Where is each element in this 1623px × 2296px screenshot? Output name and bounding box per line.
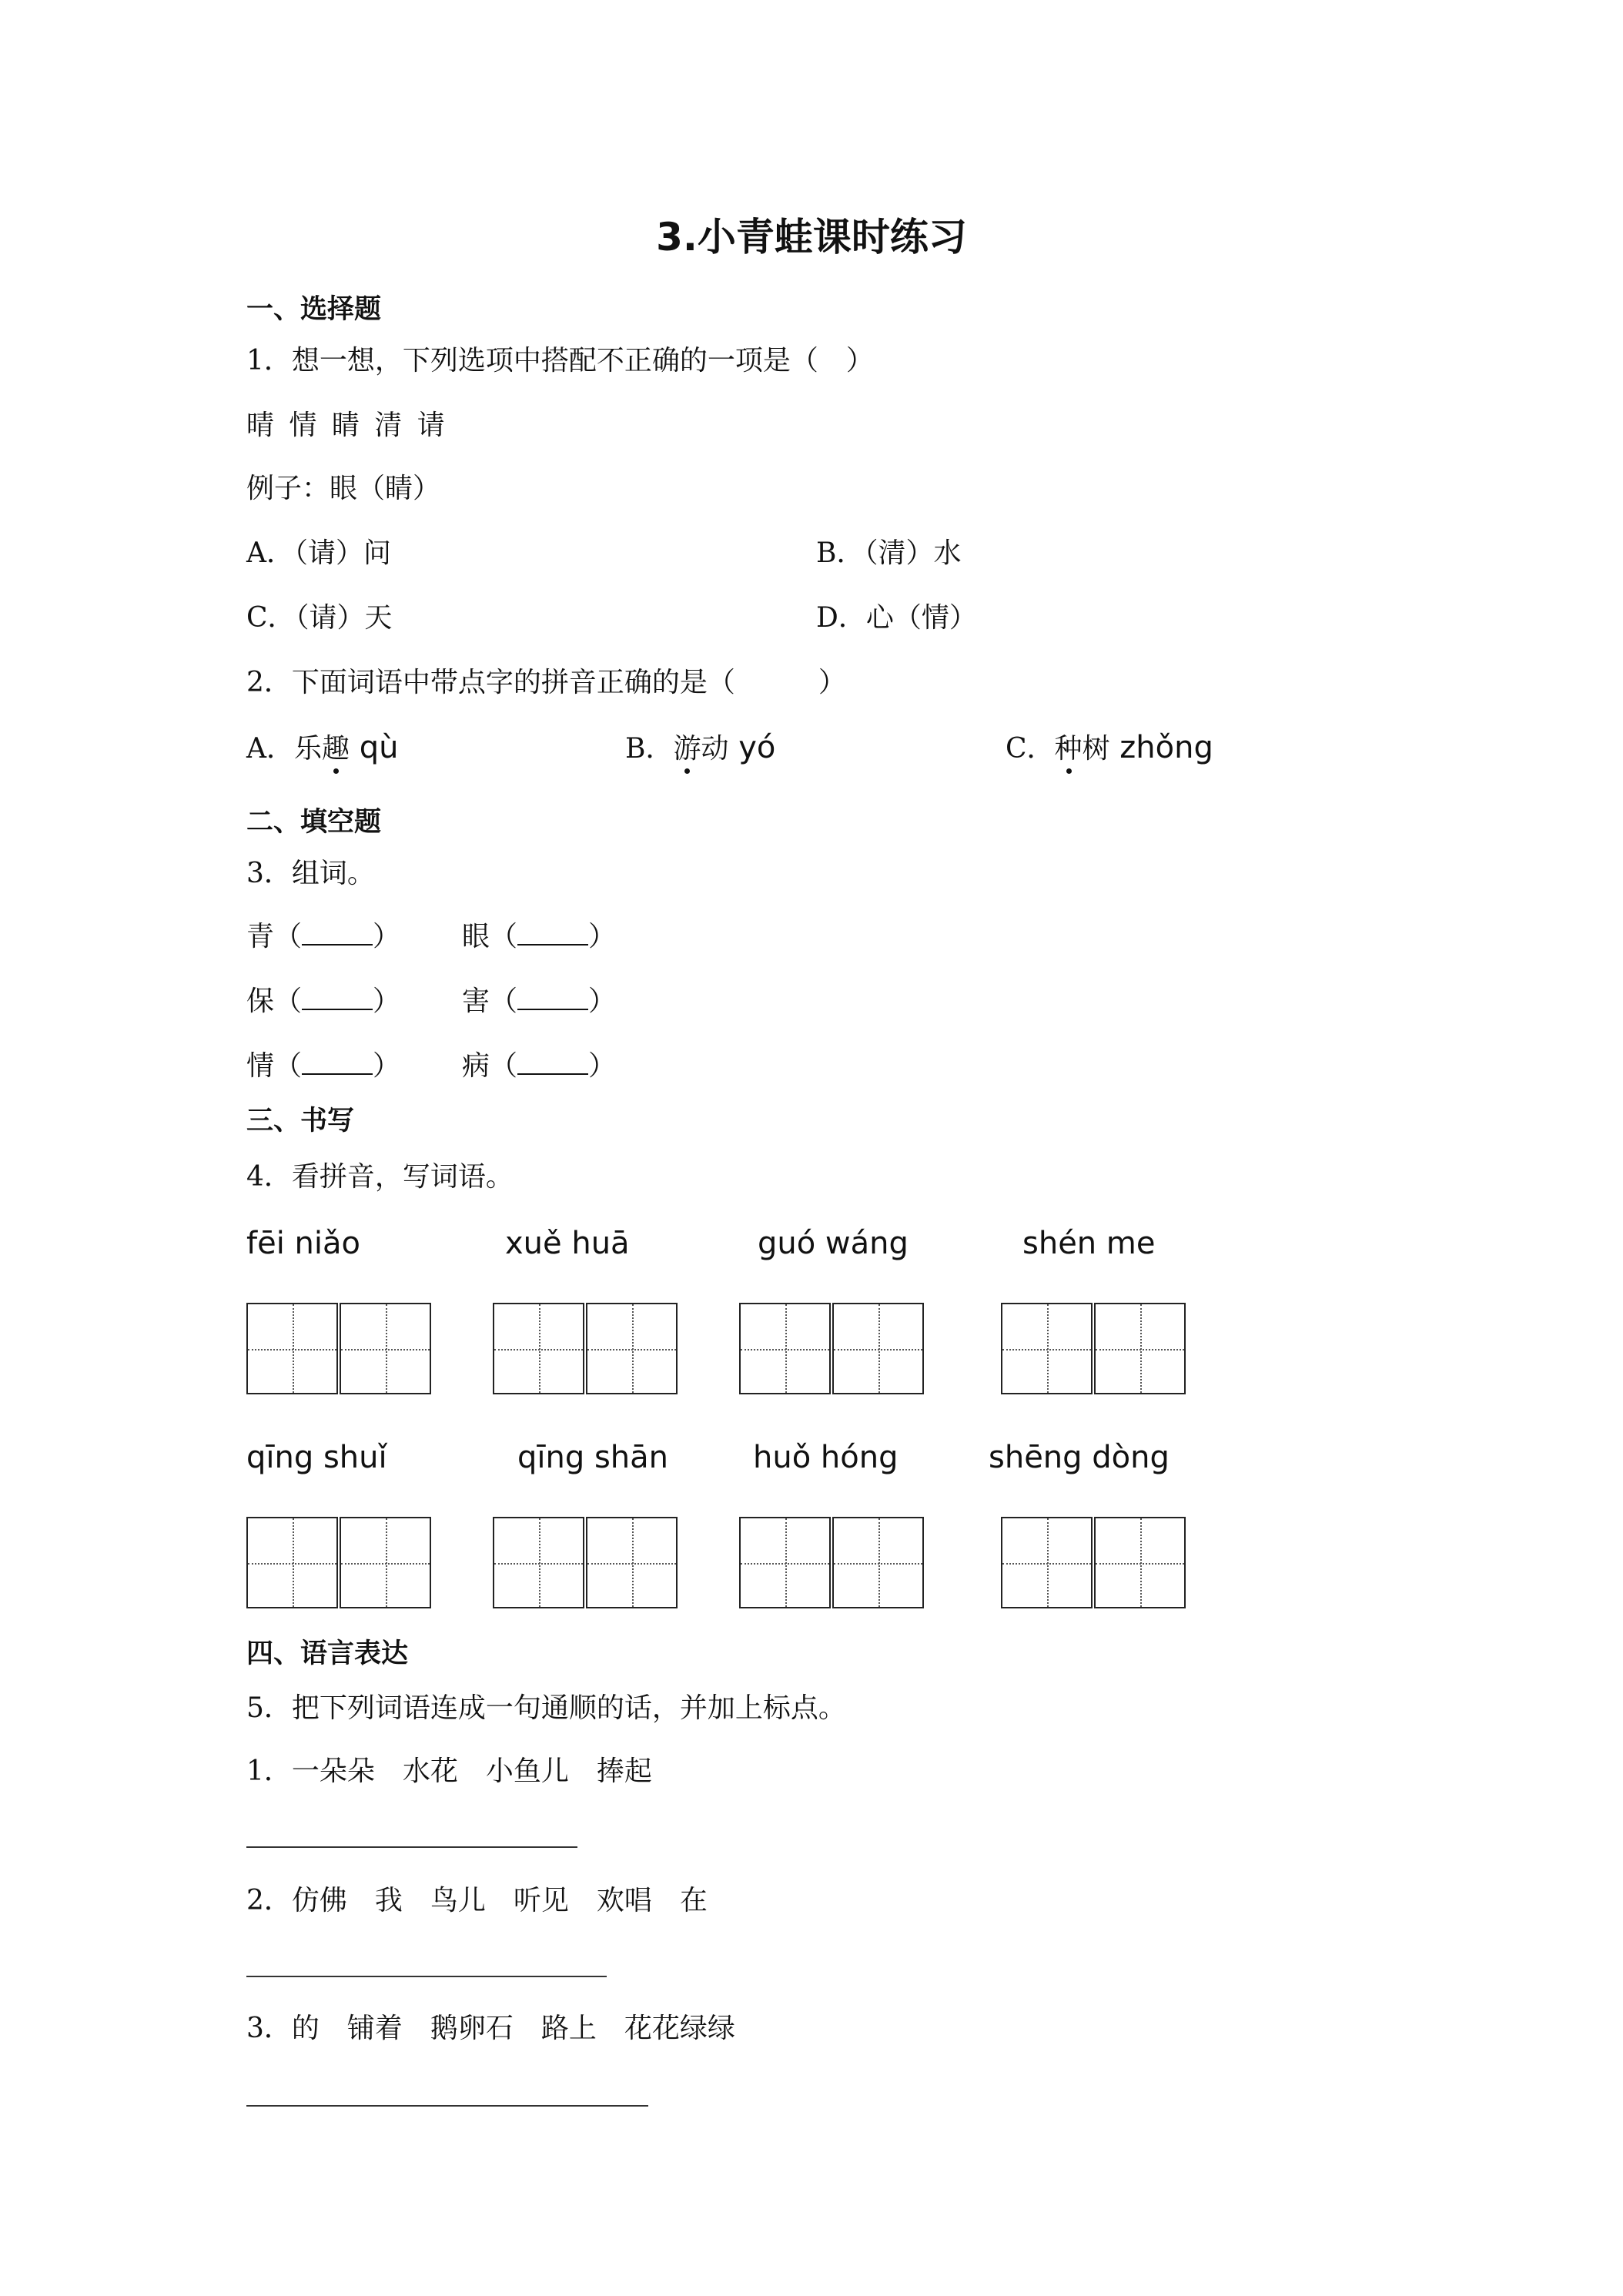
writing-grid[interactable]: [1001, 1303, 1187, 1397]
question-2-option-c: [1006, 727, 1213, 766]
blank-line: [517, 1050, 588, 1075]
pinyin-label: qīng shān: [517, 1440, 669, 1475]
option-label: C．: [1006, 733, 1055, 765]
word-item: 害（ ）: [462, 986, 617, 1017]
blank-line: [302, 921, 373, 946]
question-5-item-3: 3．的 铺着 鹅卵石 路上 花花绿绿: [246, 2013, 735, 2044]
question-3-stem: 3．组词。: [246, 858, 375, 889]
word-item: 眼（ ）: [462, 921, 617, 952]
question-5-item-2: 2．仿佛 我 鸟儿 听见 欢唱 在: [246, 1885, 708, 1916]
blank-line: [517, 921, 588, 946]
writing-grid[interactable]: [493, 1303, 679, 1397]
word-item: 病（ ）: [462, 1050, 617, 1082]
question-1-chars: 晴 情 睛 清 请: [246, 410, 445, 441]
pinyin-label: fēi niǎo: [246, 1226, 360, 1261]
question-1-option-d: D．心（情）: [816, 602, 977, 634]
option-char: 动: [701, 733, 729, 765]
dotted-char: 趣: [322, 727, 350, 766]
question-1-option-c: C．（请）天: [246, 602, 393, 634]
question-5-item-1: 1．一朵朵 水花 小鱼儿 捧起: [246, 1755, 652, 1787]
writing-grid[interactable]: [493, 1517, 679, 1611]
page-title: 3.小青蛙课时练习: [656, 215, 967, 259]
blank-line: [302, 986, 373, 1010]
blank-line: [302, 1050, 373, 1075]
pinyin-label: guó wáng: [758, 1226, 909, 1261]
answer-line[interactable]: [246, 2105, 648, 2107]
option-pinyin: qù: [350, 730, 399, 765]
question-1-example: 例子：眼（睛）: [246, 473, 441, 504]
option-pinyin: yó: [728, 730, 776, 765]
pinyin-label: qīng shuǐ: [246, 1440, 387, 1475]
writing-grid[interactable]: [739, 1303, 925, 1397]
pinyin-label: xuě huā: [505, 1226, 630, 1261]
blank-line: [517, 986, 588, 1010]
section-heading-fill: 二、填空题: [246, 807, 382, 838]
word-item: 情（ ）: [246, 1050, 401, 1082]
dotted-char: 种: [1055, 727, 1083, 766]
option-char: 树: [1082, 733, 1110, 765]
pinyin-label: shén me: [1022, 1226, 1156, 1261]
section-heading-writing: 三、书写: [246, 1106, 355, 1136]
answer-line[interactable]: [246, 1846, 577, 1848]
pinyin-label: huǒ hóng: [753, 1440, 899, 1475]
question-5-stem: 5．把下列词语连成一句通顺的话，并加上标点。: [246, 1692, 846, 1724]
option-char: 乐: [294, 733, 323, 765]
option-label: A．: [246, 733, 294, 765]
section-heading-expression: 四、语言表达: [246, 1638, 409, 1669]
option-pinyin: zhǒng: [1109, 730, 1213, 765]
question-4-stem: 4．看拼音，写词语。: [246, 1161, 514, 1193]
question-1-option-a: A．（请）问: [246, 537, 391, 569]
writing-grid[interactable]: [739, 1517, 925, 1611]
dotted-char: 游: [673, 727, 701, 766]
option-label: B．: [625, 733, 674, 765]
answer-line[interactable]: [246, 1976, 607, 1977]
question-2-option-a: [246, 727, 399, 766]
pinyin-label: shēng dòng: [989, 1440, 1170, 1475]
question-1-option-b: B．（清）水: [816, 537, 962, 569]
writing-grid[interactable]: [246, 1517, 433, 1611]
word-item: 青（ ）: [246, 921, 401, 952]
question-2-option-b: [625, 727, 775, 766]
writing-grid[interactable]: [246, 1303, 433, 1397]
writing-grid[interactable]: [1001, 1517, 1187, 1611]
question-2-stem: 2．下面词语中带点字的拼音正确的是（ ）: [246, 667, 846, 698]
word-item: 保（ ）: [246, 986, 401, 1017]
question-1-stem: 1．想一想，下列选项中搭配不正确的一项是（ ）: [246, 345, 874, 377]
section-heading-choice: 一、选择题: [246, 294, 382, 325]
